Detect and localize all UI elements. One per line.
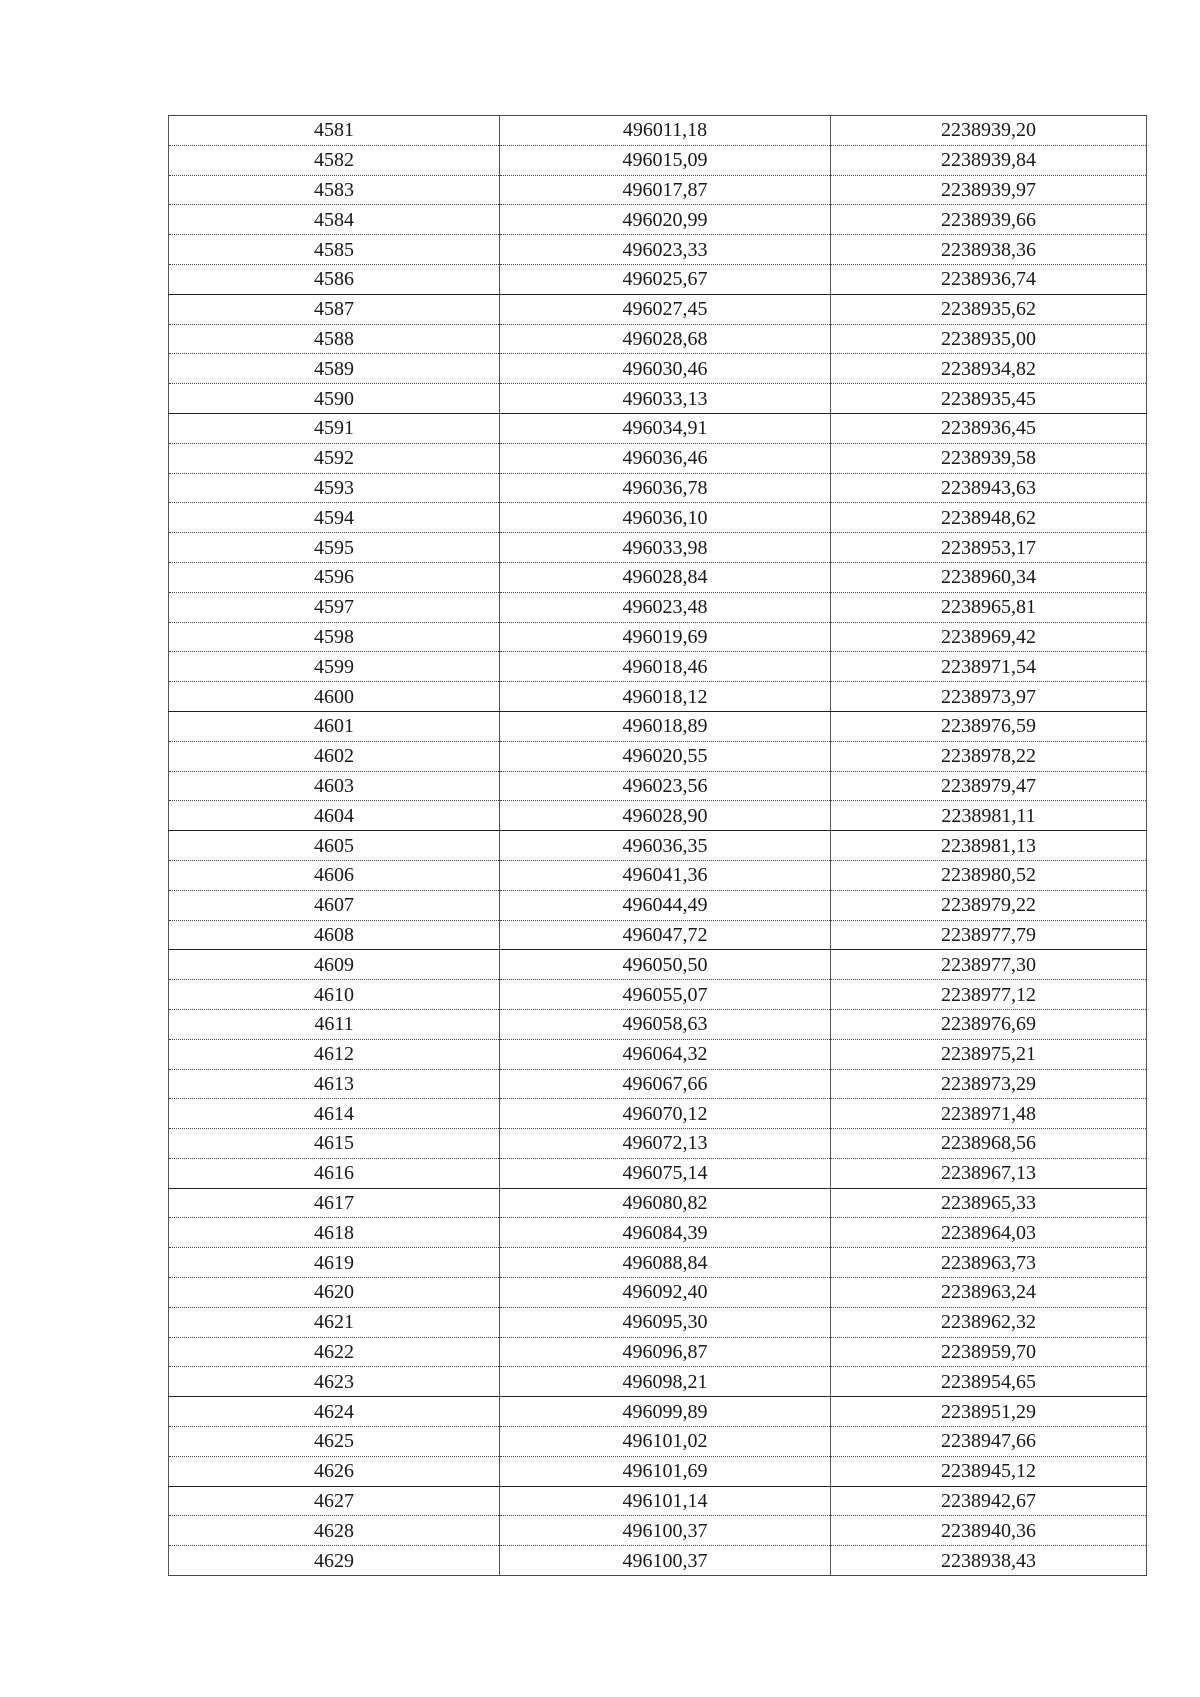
y-coordinate-cell: 2238960,34 bbox=[831, 562, 1147, 592]
table-row bbox=[169, 116, 1147, 146]
y-coordinate-cell: 2238939,66 bbox=[831, 205, 1147, 235]
coordinates-table bbox=[168, 115, 1147, 1576]
table-row bbox=[169, 1009, 1147, 1039]
x-coordinate-cell: 496075,14 bbox=[500, 1158, 831, 1188]
y-coordinate-cell: 2238942,67 bbox=[831, 1486, 1147, 1516]
table-row bbox=[169, 1069, 1147, 1099]
point-number-cell: 4624 bbox=[169, 1397, 500, 1427]
table-row bbox=[169, 860, 1147, 890]
y-coordinate-cell: 2238977,12 bbox=[831, 980, 1147, 1010]
y-coordinate-cell: 2238935,62 bbox=[831, 294, 1147, 324]
table-row bbox=[169, 205, 1147, 235]
point-number-cell: 4610 bbox=[169, 980, 500, 1010]
table-row bbox=[169, 1158, 1147, 1188]
y-coordinate-cell: 2238963,24 bbox=[831, 1278, 1147, 1308]
x-coordinate-cell: 496036,35 bbox=[500, 831, 831, 861]
x-coordinate-cell: 496023,33 bbox=[500, 235, 831, 265]
table-row bbox=[169, 1307, 1147, 1337]
x-coordinate-cell: 496070,12 bbox=[500, 1099, 831, 1129]
x-coordinate-cell: 496072,13 bbox=[500, 1129, 831, 1159]
table-row bbox=[169, 1546, 1147, 1576]
y-coordinate-cell: 2238973,97 bbox=[831, 682, 1147, 712]
table-row bbox=[169, 980, 1147, 1010]
y-coordinate-cell: 2238938,43 bbox=[831, 1546, 1147, 1576]
x-coordinate-cell: 496088,84 bbox=[500, 1248, 831, 1278]
y-coordinate-cell: 2238939,58 bbox=[831, 443, 1147, 473]
y-coordinate-cell: 2238978,22 bbox=[831, 741, 1147, 771]
x-coordinate-cell: 496080,82 bbox=[500, 1188, 831, 1218]
y-coordinate-cell: 2238935,45 bbox=[831, 384, 1147, 414]
y-coordinate-cell: 2238959,70 bbox=[831, 1337, 1147, 1367]
point-number-cell: 4600 bbox=[169, 682, 500, 712]
table-row bbox=[169, 1427, 1147, 1457]
point-number-cell: 4587 bbox=[169, 294, 500, 324]
x-coordinate-cell: 496095,30 bbox=[500, 1307, 831, 1337]
x-coordinate-cell: 496033,98 bbox=[500, 533, 831, 563]
point-number-cell: 4586 bbox=[169, 264, 500, 294]
table-row bbox=[169, 1188, 1147, 1218]
table-row bbox=[169, 1129, 1147, 1159]
point-number-cell: 4590 bbox=[169, 384, 500, 414]
table-row bbox=[169, 1337, 1147, 1367]
table-row bbox=[169, 1516, 1147, 1546]
x-coordinate-cell: 496041,36 bbox=[500, 860, 831, 890]
table-row bbox=[169, 622, 1147, 652]
table-row bbox=[169, 1397, 1147, 1427]
y-coordinate-cell: 2238973,29 bbox=[831, 1069, 1147, 1099]
table-row bbox=[169, 1099, 1147, 1129]
table-row bbox=[169, 831, 1147, 861]
x-coordinate-cell: 496023,56 bbox=[500, 771, 831, 801]
point-number-cell: 4619 bbox=[169, 1248, 500, 1278]
x-coordinate-cell: 496025,67 bbox=[500, 264, 831, 294]
x-coordinate-cell: 496028,90 bbox=[500, 801, 831, 831]
x-coordinate-cell: 496101,69 bbox=[500, 1456, 831, 1486]
x-coordinate-cell: 496019,69 bbox=[500, 622, 831, 652]
point-number-cell: 4597 bbox=[169, 592, 500, 622]
table-row bbox=[169, 235, 1147, 265]
x-coordinate-cell: 496084,39 bbox=[500, 1218, 831, 1248]
point-number-cell: 4606 bbox=[169, 860, 500, 890]
x-coordinate-cell: 496047,72 bbox=[500, 920, 831, 950]
table-row bbox=[169, 354, 1147, 384]
table-row bbox=[169, 890, 1147, 920]
x-coordinate-cell: 496100,37 bbox=[500, 1546, 831, 1576]
point-number-cell: 4614 bbox=[169, 1099, 500, 1129]
point-number-cell: 4608 bbox=[169, 920, 500, 950]
y-coordinate-cell: 2238939,84 bbox=[831, 145, 1147, 175]
point-number-cell: 4603 bbox=[169, 771, 500, 801]
y-coordinate-cell: 2238948,62 bbox=[831, 503, 1147, 533]
table-row bbox=[169, 682, 1147, 712]
table-row bbox=[169, 1248, 1147, 1278]
table-row bbox=[169, 801, 1147, 831]
table-row bbox=[169, 1218, 1147, 1248]
x-coordinate-cell: 496098,21 bbox=[500, 1367, 831, 1397]
point-number-cell: 4602 bbox=[169, 741, 500, 771]
point-number-cell: 4629 bbox=[169, 1546, 500, 1576]
y-coordinate-cell: 2238947,66 bbox=[831, 1427, 1147, 1457]
point-number-cell: 4584 bbox=[169, 205, 500, 235]
point-number-cell: 4626 bbox=[169, 1456, 500, 1486]
y-coordinate-cell: 2238979,22 bbox=[831, 890, 1147, 920]
y-coordinate-cell: 2238962,32 bbox=[831, 1307, 1147, 1337]
table-row bbox=[169, 1039, 1147, 1069]
y-coordinate-cell: 2238940,36 bbox=[831, 1516, 1147, 1546]
x-coordinate-cell: 496092,40 bbox=[500, 1278, 831, 1308]
x-coordinate-cell: 496020,55 bbox=[500, 741, 831, 771]
x-coordinate-cell: 496064,32 bbox=[500, 1039, 831, 1069]
table-row bbox=[169, 145, 1147, 175]
y-coordinate-cell: 2238943,63 bbox=[831, 473, 1147, 503]
point-number-cell: 4592 bbox=[169, 443, 500, 473]
y-coordinate-cell: 2238936,45 bbox=[831, 413, 1147, 443]
y-coordinate-cell: 2238945,12 bbox=[831, 1456, 1147, 1486]
x-coordinate-cell: 496018,12 bbox=[500, 682, 831, 712]
table-row bbox=[169, 592, 1147, 622]
y-coordinate-cell: 2238968,56 bbox=[831, 1129, 1147, 1159]
point-number-cell: 4581 bbox=[169, 116, 500, 146]
point-number-cell: 4583 bbox=[169, 175, 500, 205]
y-coordinate-cell: 2238975,21 bbox=[831, 1039, 1147, 1069]
point-number-cell: 4621 bbox=[169, 1307, 500, 1337]
x-coordinate-cell: 496055,07 bbox=[500, 980, 831, 1010]
point-number-cell: 4589 bbox=[169, 354, 500, 384]
point-number-cell: 4611 bbox=[169, 1009, 500, 1039]
point-number-cell: 4609 bbox=[169, 950, 500, 980]
x-coordinate-cell: 496020,99 bbox=[500, 205, 831, 235]
table-row bbox=[169, 384, 1147, 414]
point-number-cell: 4620 bbox=[169, 1278, 500, 1308]
x-coordinate-cell: 496027,45 bbox=[500, 294, 831, 324]
point-number-cell: 4627 bbox=[169, 1486, 500, 1516]
point-number-cell: 4591 bbox=[169, 413, 500, 443]
table-row bbox=[169, 1456, 1147, 1486]
table-row bbox=[169, 562, 1147, 592]
x-coordinate-cell: 496100,37 bbox=[500, 1516, 831, 1546]
point-number-cell: 4601 bbox=[169, 711, 500, 741]
point-number-cell: 4585 bbox=[169, 235, 500, 265]
table-row bbox=[169, 950, 1147, 980]
point-number-cell: 4625 bbox=[169, 1427, 500, 1457]
point-number-cell: 4628 bbox=[169, 1516, 500, 1546]
point-number-cell: 4615 bbox=[169, 1129, 500, 1159]
y-coordinate-cell: 2238964,03 bbox=[831, 1218, 1147, 1248]
point-number-cell: 4593 bbox=[169, 473, 500, 503]
table-row bbox=[169, 413, 1147, 443]
y-coordinate-cell: 2238936,74 bbox=[831, 264, 1147, 294]
y-coordinate-cell: 2238977,79 bbox=[831, 920, 1147, 950]
table-row bbox=[169, 771, 1147, 801]
point-number-cell: 4623 bbox=[169, 1367, 500, 1397]
x-coordinate-cell: 496028,84 bbox=[500, 562, 831, 592]
y-coordinate-cell: 2238981,11 bbox=[831, 801, 1147, 831]
table-row bbox=[169, 503, 1147, 533]
point-number-cell: 4582 bbox=[169, 145, 500, 175]
coordinates-table-body bbox=[169, 116, 1147, 1576]
table-row bbox=[169, 1486, 1147, 1516]
x-coordinate-cell: 496023,48 bbox=[500, 592, 831, 622]
point-number-cell: 4604 bbox=[169, 801, 500, 831]
x-coordinate-cell: 496096,87 bbox=[500, 1337, 831, 1367]
y-coordinate-cell: 2238935,00 bbox=[831, 324, 1147, 354]
y-coordinate-cell: 2238971,48 bbox=[831, 1099, 1147, 1129]
y-coordinate-cell: 2238939,20 bbox=[831, 116, 1147, 146]
x-coordinate-cell: 496036,10 bbox=[500, 503, 831, 533]
y-coordinate-cell: 2238938,36 bbox=[831, 235, 1147, 265]
point-number-cell: 4613 bbox=[169, 1069, 500, 1099]
x-coordinate-cell: 496034,91 bbox=[500, 413, 831, 443]
point-number-cell: 4622 bbox=[169, 1337, 500, 1367]
y-coordinate-cell: 2238953,17 bbox=[831, 533, 1147, 563]
x-coordinate-cell: 496067,66 bbox=[500, 1069, 831, 1099]
y-coordinate-cell: 2238981,13 bbox=[831, 831, 1147, 861]
point-number-cell: 4617 bbox=[169, 1188, 500, 1218]
y-coordinate-cell: 2238951,29 bbox=[831, 1397, 1147, 1427]
x-coordinate-cell: 496015,09 bbox=[500, 145, 831, 175]
x-coordinate-cell: 496017,87 bbox=[500, 175, 831, 205]
point-number-cell: 4612 bbox=[169, 1039, 500, 1069]
table-row bbox=[169, 473, 1147, 503]
y-coordinate-cell: 2238977,30 bbox=[831, 950, 1147, 980]
y-coordinate-cell: 2238939,97 bbox=[831, 175, 1147, 205]
x-coordinate-cell: 496030,46 bbox=[500, 354, 831, 384]
table-row bbox=[169, 920, 1147, 950]
y-coordinate-cell: 2238965,33 bbox=[831, 1188, 1147, 1218]
table-row bbox=[169, 264, 1147, 294]
x-coordinate-cell: 496036,46 bbox=[500, 443, 831, 473]
point-number-cell: 4595 bbox=[169, 533, 500, 563]
y-coordinate-cell: 2238976,69 bbox=[831, 1009, 1147, 1039]
y-coordinate-cell: 2238976,59 bbox=[831, 711, 1147, 741]
y-coordinate-cell: 2238954,65 bbox=[831, 1367, 1147, 1397]
x-coordinate-cell: 496058,63 bbox=[500, 1009, 831, 1039]
table-row bbox=[169, 324, 1147, 354]
point-number-cell: 4618 bbox=[169, 1218, 500, 1248]
x-coordinate-cell: 496028,68 bbox=[500, 324, 831, 354]
x-coordinate-cell: 496050,50 bbox=[500, 950, 831, 980]
point-number-cell: 4594 bbox=[169, 503, 500, 533]
point-number-cell: 4616 bbox=[169, 1158, 500, 1188]
x-coordinate-cell: 496036,78 bbox=[500, 473, 831, 503]
x-coordinate-cell: 496044,49 bbox=[500, 890, 831, 920]
table-row bbox=[169, 711, 1147, 741]
point-number-cell: 4598 bbox=[169, 622, 500, 652]
x-coordinate-cell: 496101,14 bbox=[500, 1486, 831, 1516]
point-number-cell: 4599 bbox=[169, 652, 500, 682]
y-coordinate-cell: 2238934,82 bbox=[831, 354, 1147, 384]
table-row bbox=[169, 533, 1147, 563]
point-number-cell: 4605 bbox=[169, 831, 500, 861]
y-coordinate-cell: 2238967,13 bbox=[831, 1158, 1147, 1188]
y-coordinate-cell: 2238979,47 bbox=[831, 771, 1147, 801]
x-coordinate-cell: 496011,18 bbox=[500, 116, 831, 146]
x-coordinate-cell: 496033,13 bbox=[500, 384, 831, 414]
x-coordinate-cell: 496018,89 bbox=[500, 711, 831, 741]
x-coordinate-cell: 496101,02 bbox=[500, 1427, 831, 1457]
table-row bbox=[169, 294, 1147, 324]
table-row bbox=[169, 1278, 1147, 1308]
table-row bbox=[169, 1367, 1147, 1397]
y-coordinate-cell: 2238971,54 bbox=[831, 652, 1147, 682]
point-number-cell: 4596 bbox=[169, 562, 500, 592]
point-number-cell: 4588 bbox=[169, 324, 500, 354]
x-coordinate-cell: 496099,89 bbox=[500, 1397, 831, 1427]
table-row bbox=[169, 443, 1147, 473]
y-coordinate-cell: 2238980,52 bbox=[831, 860, 1147, 890]
table-row bbox=[169, 175, 1147, 205]
table-row bbox=[169, 652, 1147, 682]
y-coordinate-cell: 2238969,42 bbox=[831, 622, 1147, 652]
y-coordinate-cell: 2238963,73 bbox=[831, 1248, 1147, 1278]
table-row bbox=[169, 741, 1147, 771]
y-coordinate-cell: 2238965,81 bbox=[831, 592, 1147, 622]
x-coordinate-cell: 496018,46 bbox=[500, 652, 831, 682]
point-number-cell: 4607 bbox=[169, 890, 500, 920]
